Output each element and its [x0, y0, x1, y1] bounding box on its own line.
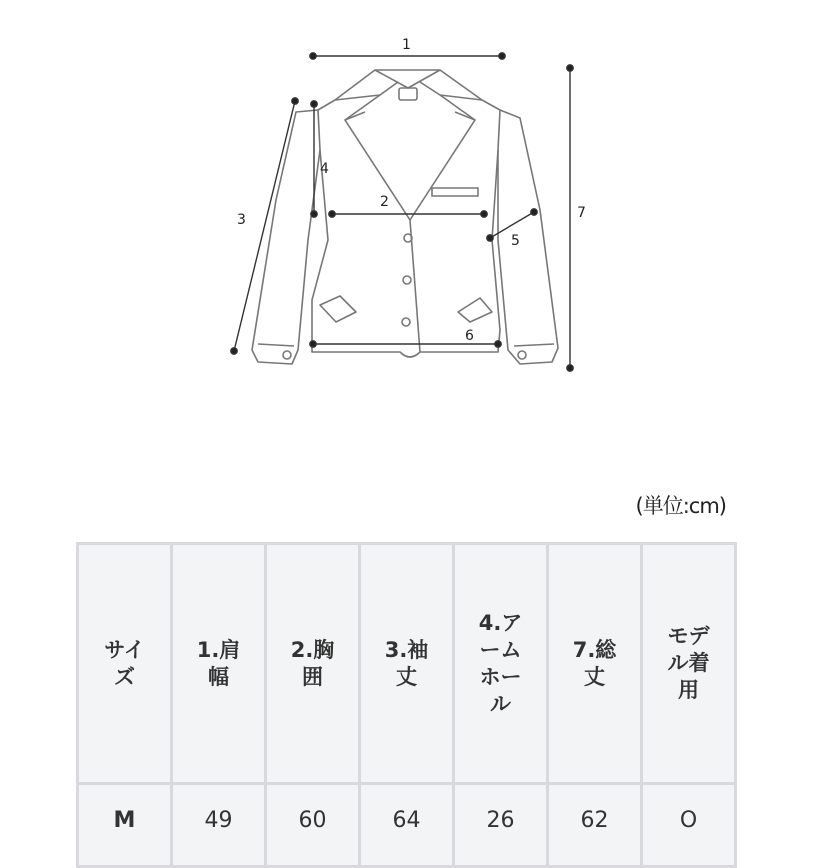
- header-chest: 2.胸 囲: [267, 545, 358, 782]
- jacket-outline-icon: [252, 70, 558, 364]
- label-4: 4: [320, 161, 329, 177]
- cell-shoulder-width: 49: [173, 785, 264, 865]
- size-table: [76, 542, 737, 868]
- label-7: 7: [577, 205, 586, 221]
- jacket-measurement-diagram: [0, 0, 824, 420]
- label-1: 1: [402, 37, 411, 53]
- header-armhole: 4.ア ーム ホー ル: [455, 545, 546, 782]
- label-6: 6: [465, 328, 474, 344]
- cell-sleeve-length: 64: [361, 785, 452, 865]
- cell-chest: 60: [267, 785, 358, 865]
- table-row: [79, 785, 734, 865]
- unit-note: (単位:cm): [635, 494, 726, 518]
- header-size: サイ ズ: [79, 545, 170, 782]
- table-header-row: [79, 545, 734, 782]
- label-2: 2: [380, 194, 389, 210]
- header-sleeve-length: 3.袖 丈: [361, 545, 452, 782]
- cell-armhole: 26: [455, 785, 546, 865]
- label-5: 5: [511, 233, 520, 249]
- cell-total-length: 62: [549, 785, 640, 865]
- header-shoulder-width: 1.肩 幅: [173, 545, 264, 782]
- header-total-length: 7.総 丈: [549, 545, 640, 782]
- header-model-worn: モデ ル着 用: [643, 545, 734, 782]
- label-3: 3: [237, 212, 246, 228]
- cell-size: M: [79, 785, 170, 865]
- measurement-labels: [237, 37, 586, 344]
- cell-model-worn: O: [643, 785, 734, 865]
